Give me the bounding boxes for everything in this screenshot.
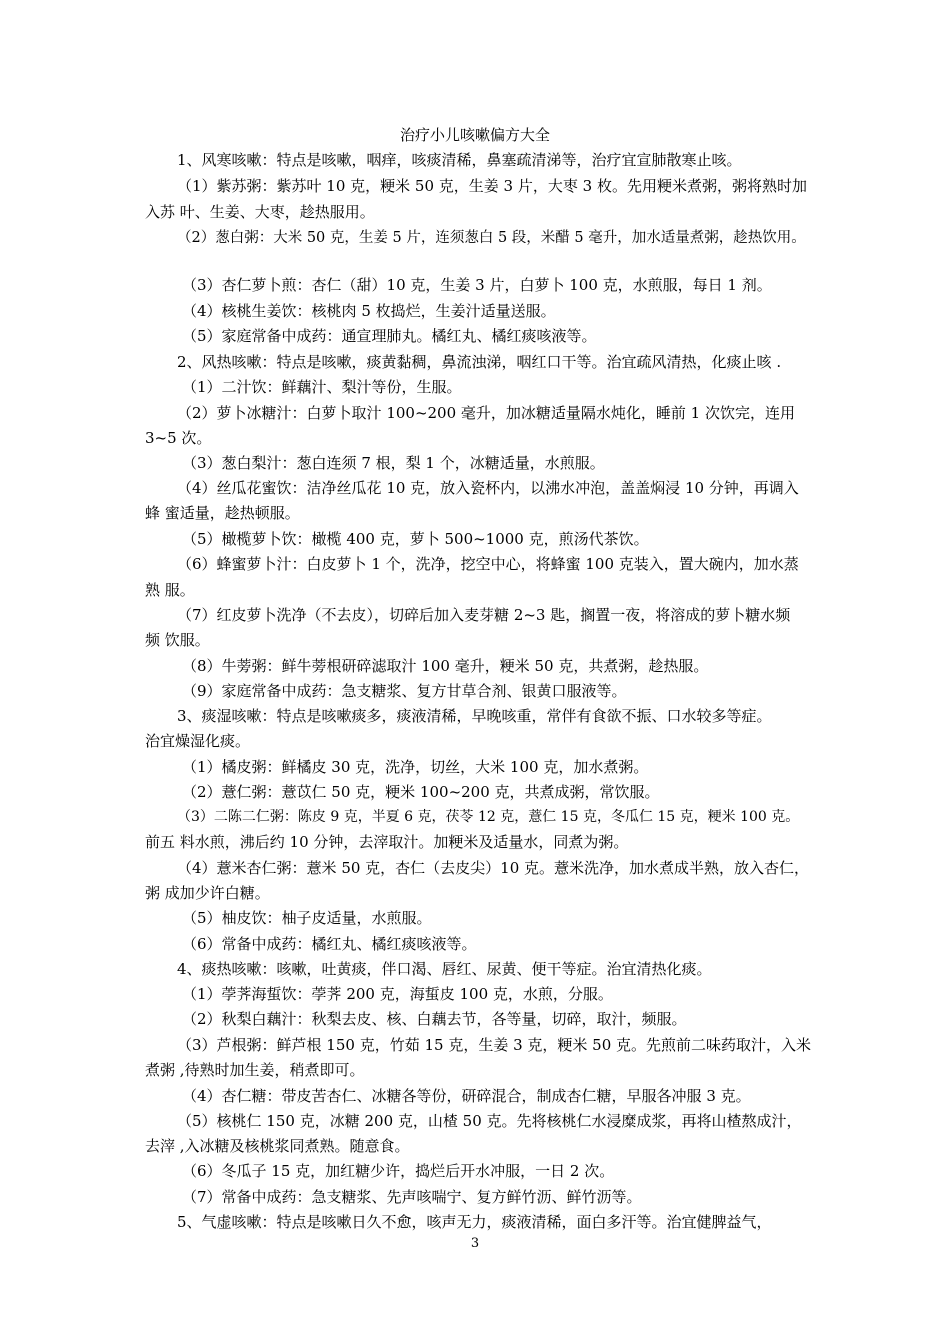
text-line: （7）红皮萝卜洗净（不去皮），切碎后加入麦芽糖 2~3 匙，搁置一夜，将溶成的萝卜糖水频 xyxy=(177,606,791,624)
text-line: 频 饮服。 xyxy=(145,631,210,649)
text-line: 入苏 叶、生姜、大枣，趁热服用。 xyxy=(145,203,375,221)
text-line: （2）秋梨白藕汁：秋梨去皮、核、白藕去节，各等量，切碎，取汁，频服。 xyxy=(182,1010,687,1028)
text-line: （6）常备中成药：橘红丸、橘红痰咳液等。 xyxy=(182,935,477,953)
text-line: （3）二陈二仁粥：陈皮 9 克，半夏 6 克，茯苓 12 克，薏仁 15 克，冬瓜仁 15 克，粳米 100 克。 xyxy=(177,809,800,825)
text-line: （7）常备中成药：急支糖浆、先声咳喘宁、复方鲜竹沥、鲜竹沥等。 xyxy=(182,1188,642,1206)
text-line: （3）葱白梨汁：葱白连须 7 根，梨 1 个，冰糖适量，水煎服。 xyxy=(182,454,605,472)
text-line: 煮粥 ,待熟时加生姜，稍煮即可。 xyxy=(145,1061,365,1079)
text-line: （5）柚皮饮：柚子皮适量，水煎服。 xyxy=(182,909,432,927)
text-line: （2）薏仁粥：薏苡仁 50 克，粳米 100~200 克，共煮成粥，常饮服。 xyxy=(182,783,660,801)
page-number: 3 xyxy=(470,1236,480,1251)
text-line: （9）家庭常备中成药：急支糖浆、复方甘草合剂、银黄口服液等。 xyxy=(182,682,627,700)
text-line: 粥 成加少许白糖。 xyxy=(145,884,270,902)
text-line: （3）杏仁萝卜煎：杏仁（甜）10 克，生姜 3 片，白萝卜 100 克，水煎服，每日 1 剂。 xyxy=(182,276,772,294)
text-line: （2）萝卜冰糖汁：白萝卜取汁 100~200 毫升，加冰糖适量隔水炖化，睡前 1 次饮完，连用 xyxy=(177,404,795,422)
text-line: （6）冬瓜子 15 克，加红糖少许，捣烂后开水冲服，一日 2 次。 xyxy=(182,1162,615,1180)
text-line: （5）家庭常备中成药：通宣理肺丸。橘红丸、橘红痰咳液等。 xyxy=(182,327,597,345)
text-line: 熟 服。 xyxy=(145,581,195,599)
text-line: （2）葱白粥：大米 50 克，生姜 5 片，连须葱白 5 段，米醋 5 毫升，加水适量煮粥，趁热饮用。 xyxy=(177,230,806,246)
text-line: （5）核桃仁 150 克，冰糖 200 克，山楂 50 克。先将核桃仁水浸糜成浆，再将山楂熬成汁， xyxy=(177,1112,802,1130)
text-line: 1、风寒咳嗽：特点是咳嗽，咽痒，咳痰清稀，鼻塞疏清涕等，治疗宜宣肺散寒止咳。 xyxy=(177,151,742,169)
text-line: （5）橄榄萝卜饮：橄榄 400 克，萝卜 500~1000 克，煎汤代茶饮。 xyxy=(182,530,649,548)
text-line: 3~5 次。 xyxy=(145,429,212,447)
text-line: 前五 料水煎，沸后约 10 分钟，去滓取汁。加粳米及适量水，同煮为粥。 xyxy=(145,833,629,851)
text-line: （4）核桃生姜饮：核桃肉 5 枚捣烂，生姜汁适量送服。 xyxy=(182,302,556,320)
text-line: 治宜燥湿化痰。 xyxy=(145,732,251,750)
text-line: 4、痰热咳嗽：咳嗽，吐黄痰，伴口渴、唇红、尿黄、便干等症。治宜清热化痰。 xyxy=(177,960,712,978)
text-line: （8）牛蒡粥：鲜牛蒡根研碎滤取汁 100 毫升，粳米 50 克，共煮粥，趁热服。 xyxy=(182,657,709,675)
text-line: （1）橘皮粥：鲜橘皮 30 克，洗净，切丝，大米 100 克，加水煮粥。 xyxy=(182,758,649,776)
page-title: 治疗小儿咳嗽偏方大全 xyxy=(399,126,550,144)
text-line: 去滓 ,入冰糖及核桃浆同煮熟。随意食。 xyxy=(145,1137,410,1155)
text-line: （4）杏仁糖：带皮苦杏仁、冰糖各等份，研碎混合，制成杏仁糖，早服各冲服 3 克。 xyxy=(182,1087,751,1105)
text-line: （6）蜂蜜萝卜汁：白皮萝卜 1 个，洗净，挖空中心，将蜂蜜 100 克装入，置大碗内，加水蒸 xyxy=(177,555,799,573)
text-line: （3）芦根粥：鲜芦根 150 克，竹茹 15 克，生姜 3 克，粳米 50 克。先煎前二味药取汁，入米 xyxy=(177,1036,812,1054)
text-line: （1）二汁饮：鲜藕汁、梨汁等份，生服。 xyxy=(182,378,462,396)
text-line: （4）薏米杏仁粥：薏米 50 克，杏仁（去皮尖）10 克。薏米洗净，加水煮成半熟，放入杏仁， xyxy=(177,859,810,877)
text-line: （1）荸荠海蜇饮：荸荠 200 克，海蜇皮 100 克，水煎，分服。 xyxy=(182,985,613,1003)
text-line: 3、痰湿咳嗽：特点是咳嗽痰多，痰液清稀，早晚咳重，常伴有食欲不振、口水较多等症。 xyxy=(177,707,772,725)
text-line: （4）丝瓜花蜜饮：洁净丝瓜花 10 克，放入瓷杯内，以沸水冲泡，盖盖焖浸 10 分钟，再调入 xyxy=(177,479,799,497)
text-line: 蜂 蜜适量，趁热顿服。 xyxy=(145,504,300,522)
text-line: （1）紫苏粥：紫苏叶 10 克，粳米 50 克，生姜 3 片，大枣 3 枚。先用粳米煮粥，粥将熟时加 xyxy=(177,177,807,195)
text-line: 2、风热咳嗽：特点是咳嗽，痰黄黏稠，鼻流浊涕，咽红口干等。治宜疏风清热，化痰止咳 . xyxy=(177,353,782,371)
text-line: 5、气虚咳嗽：特点是咳嗽日久不愈，咳声无力，痰液清稀，面白多汗等。治宜健脾益气， xyxy=(177,1213,772,1231)
